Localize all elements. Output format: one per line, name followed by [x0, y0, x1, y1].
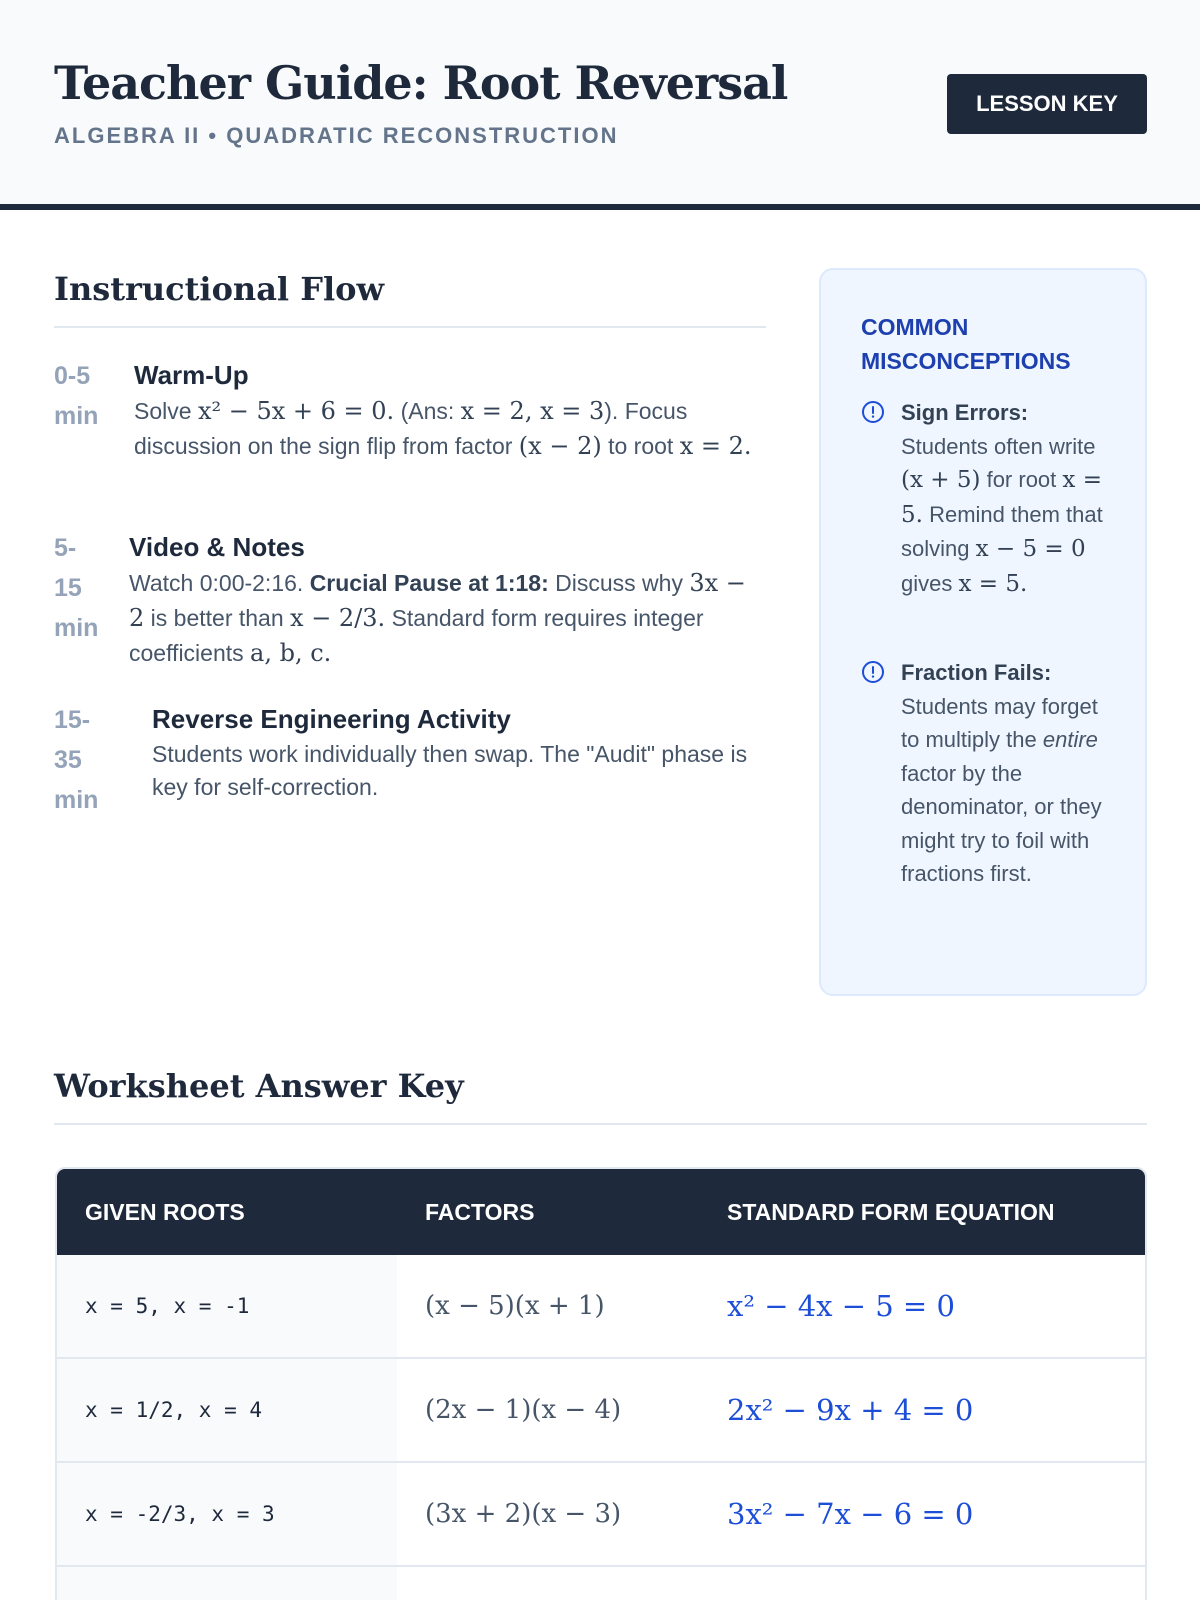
flow-time: 0-5 min	[54, 362, 99, 430]
flow-text: Students work individually then swap. The "Audit" phase is key for self-correction.	[152, 741, 748, 800]
factors-cell: (2x − 1)(x − 4)	[425, 1395, 622, 1425]
column-header-roots: GIVEN ROOTS	[85, 1199, 245, 1225]
flow-item-video-notes	[54, 528, 766, 678]
factors-cell: (x − 5)(x + 1)	[425, 1291, 605, 1321]
lesson-key-button[interactable]: LESSON KEY	[947, 74, 1147, 134]
flow-time: 15- 35 min	[54, 706, 99, 814]
misconceptions-callout	[819, 268, 1147, 996]
table-header	[57, 1169, 1147, 1255]
flow-item-reverse-engineering	[54, 700, 766, 830]
flow-heading: Video & Notes	[129, 532, 305, 562]
misconception-text: Sign Errors: Students often write (x + 5) for root x = 5. Remind them that solving x − 5 = 0 gives x = 5.	[901, 400, 1103, 597]
table-row	[57, 1463, 1147, 1567]
standard-form-cell: 3x² − 7x − 6 = 0	[727, 1497, 974, 1531]
column-header-factors: FACTORS	[425, 1199, 535, 1225]
roots-cell	[57, 1567, 397, 1600]
flow-item-warm-up	[54, 356, 766, 506]
table-row	[57, 1359, 1147, 1463]
section-divider	[54, 326, 766, 328]
flow-heading: Reverse Engineering Activity	[152, 704, 511, 734]
factors-cell: (3x + 2)(x − 3)	[425, 1499, 622, 1529]
callout-title: COMMON MISCONCEPTIONS	[861, 314, 1071, 374]
roots-cell: x = 5, x = -1	[57, 1255, 397, 1357]
misconception-sign-errors	[861, 396, 1121, 636]
flow-text: Watch 0:00-2:16. Crucial Pause at 1:18: Discuss why 3x − 2 is better than x − 2/3. Standard form requires integer coefficients a, b, c.	[129, 569, 746, 667]
flow-text: Solve x² − 5x + 6 = 0. (Ans: x = 2, x = 3). Focus discussion on the sign flip from factor (x − 2) to root x = 2.	[134, 397, 752, 460]
roots-cell: x = -2/3, x = 3	[57, 1463, 397, 1565]
page-subtitle: ALGEBRA II • QUADRATIC RECONSTRUCTION	[54, 123, 619, 148]
alert-circle-icon	[861, 400, 885, 424]
answer-key-table	[55, 1167, 1147, 1600]
standard-form-cell: x² − 4x − 5 = 0	[727, 1289, 955, 1323]
misconception-text: Fraction Fails: Students may forget to multiply the entire factor by the denominator, or they might try to foil with fractions first.	[901, 660, 1102, 886]
standard-form-cell: 2x² − 9x + 4 = 0	[727, 1393, 974, 1427]
table-row	[57, 1567, 1147, 1600]
flow-content	[152, 700, 752, 804]
flow-content	[129, 528, 766, 671]
page-header	[0, 0, 1200, 210]
answer-key-title: Worksheet Answer Key	[54, 1067, 464, 1105]
flow-time: 5- 15 min	[54, 534, 99, 642]
misconception-fraction-fails	[861, 656, 1121, 956]
page-title: Teacher Guide: Root Reversal	[54, 56, 788, 110]
column-header-standard: STANDARD FORM EQUATION	[727, 1199, 1055, 1225]
flow-heading: Warm-Up	[134, 360, 249, 390]
table-row	[57, 1255, 1147, 1359]
flow-content	[134, 356, 766, 464]
roots-cell: x = 1/2, x = 4	[57, 1359, 397, 1461]
instructional-flow-title: Instructional Flow	[54, 270, 384, 308]
alert-circle-icon	[861, 660, 885, 684]
section-divider	[54, 1123, 1147, 1125]
